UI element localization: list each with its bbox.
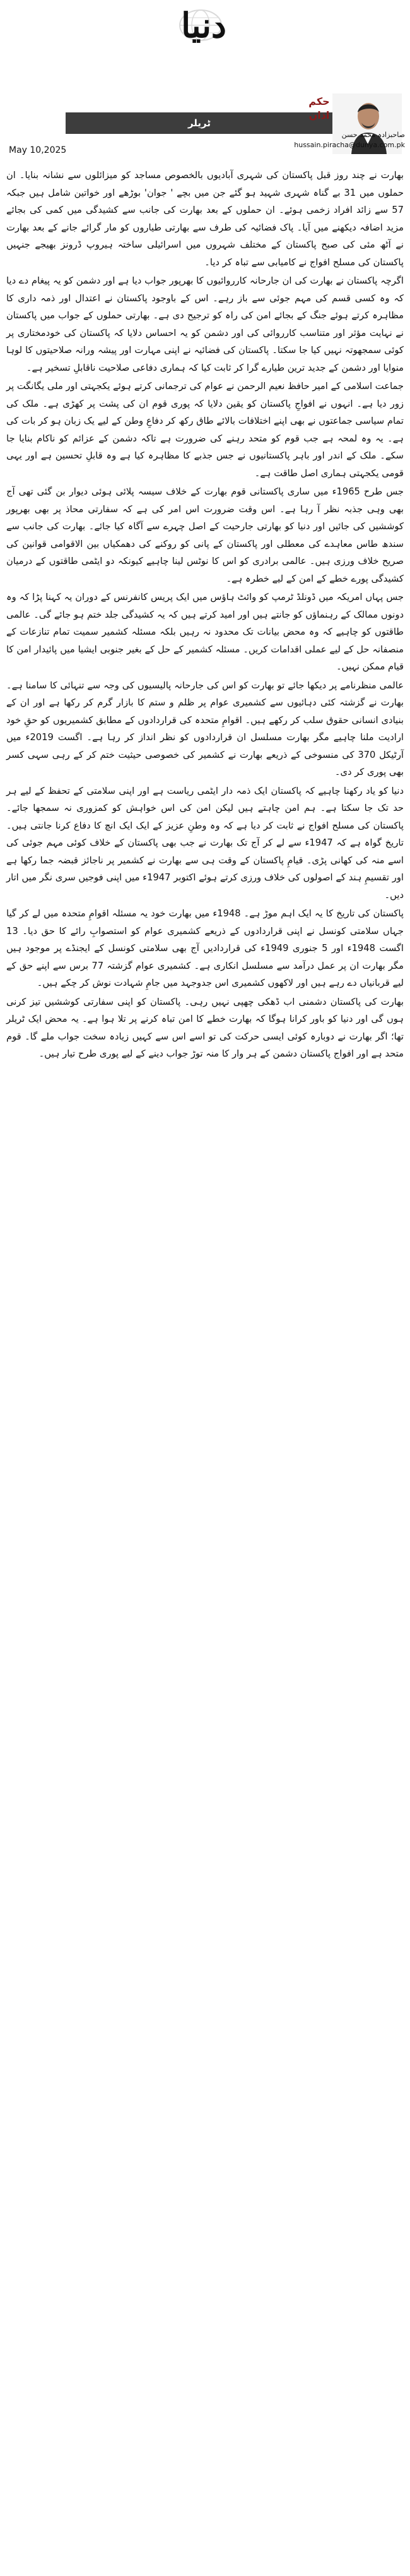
- article-body: [6, 167, 404, 1064]
- article-paragraph: عالمی منظرنامے پر دیکھا جائے تو بھارت کو اس کی جارحانہ پالیسیوں کی وجہ سے تنہائی کا سامنا ہے۔ بھارت نے گزشتہ کئی دہائیوں سے کشمیری عوام پر ظلم و ستم کا بازار گرم کر رکھا ہے اور ان کے بنیادی انسانی حقوق سلب کر رکھے ہیں۔ اقوامِ متحدہ کی قراردادوں کے مطابق کشمیریوں کو حقِ خود ارادیت ملنا چاہیے مگر بھارت مسلسل ان قراردادوں کو نظر انداز کر رہا ہے۔ اگست 2019ء میں آرٹیکل 370 کی منسوخی کے ذریعے بھارت نے کشمیر کی خصوصی حیثیت ختم کر کے رہی سہی کسر بھی پوری کر دی۔: [6, 680, 404, 777]
- newspaper-logo: دنیا: [181, 5, 226, 45]
- author-meta: [270, 130, 405, 150]
- article-paragraph: اگرچہ پاکستان نے بھارت کی ان جارحانہ کارروائیوں کا بھرپور جواب دیا ہے اور دشمن کو یہ پیغام دے دیا کہ وہ کسی قسم کی مہم جوئی سے باز رہے۔ اس کے باوجود پاکستان نے اعتدال اور ذمہ داری کا مظاہرہ کرتے ہوئے جنگ کے بجائے امن کی راہ کو ترجیح دی ہے۔ بھارتی حملوں کے جواب میں پاکستان نے نہایت مؤثر اور متناسب کارروائی کی اور دشمن کو یہ احساس دلایا کہ پاکستان کی خودمختاری پر کوئی سمجھوتہ نہیں کیا جا سکتا۔ پاکستان کی فضائیہ نے اپنی مہارت اور پیشہ ورانہ صلاحیتوں کا لوہا منوایا اور دشمن کے جدید ترین طیارے گرا کر ثابت کیا کہ ہماری دفاعی صلاحیت ناقابلِ تسخیر ہے۔: [6, 275, 404, 373]
- article-paragraph: جس پہاں امریکہ میں ڈونلڈ ٹرمپ کو وائٹ ہاؤس میں ایک پریس کانفرنس کے دوران یہ کہنا پڑا کہ وہ دونوں ممالک کے رہنماؤں کو جانتے ہیں اور امید کرتے ہیں کہ یہ کشیدگی جلد ختم ہو جائے گی۔ عالمی طاقتوں کو چاہیے کہ وہ محض بیانات تک محدود نہ رہیں بلکہ مسئلہ کشمیر سمیت تمام تنازعات کے منصفانہ حل کے لیے عملی اقدامات کریں۔ مسئلہ کشمیر کے حل کے بغیر جنوبی ایشیا میں پائیدار امن کا قیام ممکن نہیں۔: [6, 592, 404, 672]
- article-paragraph: پاکستان کی تاریخ کا یہ ایک اہم موڑ ہے۔ 1948ء میں بھارت خود یہ مسئلہ اقوامِ متحدہ میں لے کر گیا جہاں سلامتی کونسل نے اپنی قراردادوں کے ذریعے کشمیری عوام کو استصوابِ رائے کا حق دیا۔ 13 اگست 1948ء اور 5 جنوری 1949ء کی قراردادیں آج بھی سلامتی کونسل کے ایجنڈے پر موجود ہیں مگر بھارت ان پر عمل درآمد سے مسلسل انکاری ہے۔ کشمیری عوام گزشتہ 77 برس سے اپنے حق کے لیے قربانیاں دے رہے ہیں اور لاکھوں کشمیری اس جدوجہد میں جامِ شہادت نوش کر چکے ہیں۔: [6, 908, 404, 988]
- article-paragraph: دنیا کو یاد رکھنا چاہیے کہ پاکستان ایک ذمہ دار ایٹمی ریاست ہے اور اپنی سلامتی کے تحفظ کے لیے ہر حد تک جا سکتا ہے۔ ہم امن چاہتے ہیں لیکن امن کی اس خواہش کو کمزوری نہ سمجھا جائے۔ پاکستان کی مسلح افواج نے ثابت کر دیا ہے کہ وہ وطنِ عزیز کے ایک ایک انچ کا دفاع کرنا جانتی ہیں۔ تاریخ گواہ ہے کہ 1947ء سے لے کر آج تک بھارت نے جب بھی پاکستان کے خلاف کوئی مہم جوئی کی اسے منہ کی کھانی پڑی۔ قیامِ پاکستان کے وقت ہی سے بھارت نے کشمیر پر ناجائز قبضہ جما رکھا ہے اور تقسیمِ ہند کے اصولوں کی خلاف ورزی کرتے ہوئے اکتوبر 1947ء میں اپنی فوجیں سری نگر میں اتار دیں۔: [6, 785, 404, 901]
- article-paragraph: بھارت کی پاکستان دشمنی اب ڈھکی چھپی نہیں رہی۔ پاکستان کو اپنی سفارتی کوششیں تیز کرنی ہوں گی اور دنیا کو باور کرانا ہوگا کہ بھارت خطے کا امن تباہ کرنے پر تلا ہوا ہے۔ یہ محض ایک ٹریلر تھا؛ اگر بھارت نے دوبارہ کوئی ایسی حرکت کی تو اسے اس سے کہیں زیادہ سخت جواب ملے گا۔ قوم متحد ہے اور افواج پاکستان دشمن کے ہر وار کا منہ توڑ جواب دینے کے لیے پوری طرح تیار ہیں۔: [6, 996, 404, 1059]
- author-name: صاحبزادہ محمد حسن: [341, 131, 405, 139]
- column-title: ٹریلر: [187, 117, 211, 129]
- article-paragraph: جماعت اسلامی کے امیر حافظ نعیم الرحمن نے عوام کی ترجمانی کرتے ہوئے یکجہتی اور ملی یگانگت پر زور دیا ہے۔ انہوں نے افواجِ پاکستان کو یقین دلایا کہ پوری قوم ان کی پشت پر کھڑی ہے۔ ملک کی تمام سیاسی جماعتوں نے بھی اپنے اختلافات بالائے طاق رکھ کر دفاعِ وطن کے لیے یک زبان ہو کر بات کی ہے۔ یہ وہ لمحہ ہے جب قوم کو متحد رہنے کی ضرورت ہے تاکہ دشمن کے عزائم کو ناکام بنایا جا سکے۔ ملک کے اندر اور باہر پاکستانیوں نے جس جذبے کا مظاہرہ کیا ہے وہ قابلِ تحسین ہے اور یہی قومی یکجہتی ہماری اصل طاقت ہے۔: [6, 381, 404, 479]
- masthead: [0, 0, 410, 56]
- publish-date: May 10,2025: [9, 145, 67, 155]
- author-email[interactable]: hussain.piracha@dunya.com.pk: [294, 141, 405, 149]
- column-tag-name: حکم اذان: [308, 95, 330, 121]
- article-paragraph: جس طرح 1965ء میں ساری پاکستانی قوم بھارت کے خلاف سیسہ پلائی ہوئی دیوار بن گئی تھی آج بھی وہی جذبہ نظر آ رہا ہے۔ اس وقت ضرورت اس امر کی ہے کہ سفارتی محاذ پر بھی بھرپور کوششیں کی جائیں اور دنیا کو بھارتی جارحیت کے اصل چہرے سے آگاہ کیا جائے۔ بھارت کی جانب سے سندھ طاس معاہدے کی معطلی اور پاکستان کے پانی کو روکنے کی دھمکیاں بین الاقوامی قوانین کی صریح خلاف ورزی ہیں۔ عالمی برادری کو اس کا نوٹس لینا چاہیے کیونکہ دو ایٹمی طاقتوں کے درمیان کشیدگی پورے خطے کے امن کے لیے خطرہ ہے۔: [6, 486, 404, 584]
- article-paragraph: بھارت نے چند روز قبل پاکستان کی شہری آبادیوں بالخصوص مساجد کو میزائلوں سے نشانہ بنایا۔ ان حملوں میں 31 بے گناہ شہری شہید ہو گئے جن میں بچے ' جوان' بوڑھے اور خواتین شامل ہیں جبکہ 57 سے زائد افراد زخمی ہوئے۔ ان حملوں کے بعد بھارت کی جانب سے کشیدگی میں کمی کی بجائے مزید اضافہ دیکھنے میں آیا۔ پاک فضائیہ کی طرف سے بھارتی طیاروں کو مار گرائے جانے کے بعد بھارت نے آٹھ مئی کی صبح پاکستان کے مختلف شہروں میں اسرائیلی ساختہ ہیروپ ڈرونز بھیجے جنہیں پاکستان کی مسلح افواج نے کامیابی سے تباہ کر دیا۔: [6, 170, 404, 268]
